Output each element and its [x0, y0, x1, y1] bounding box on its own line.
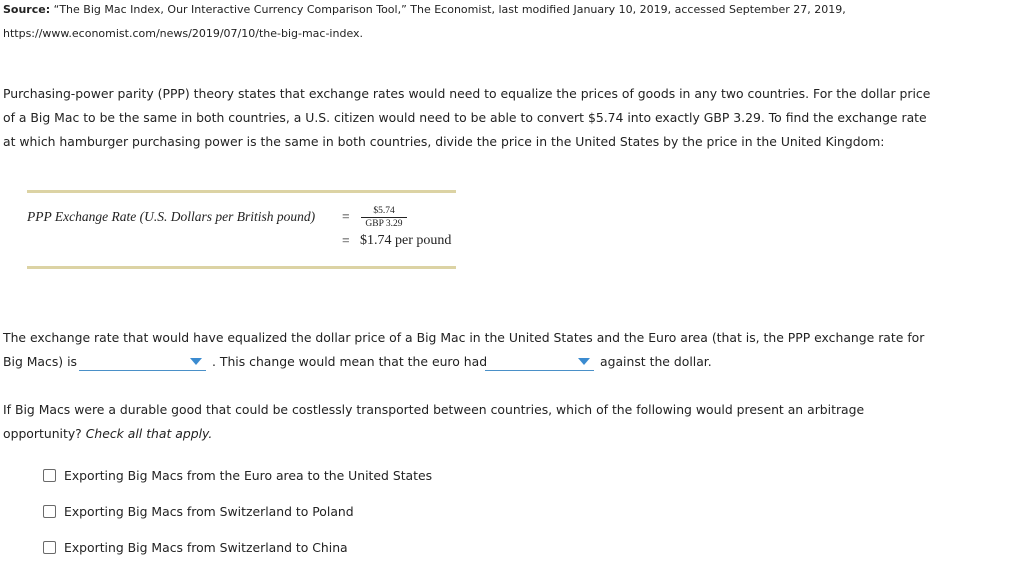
checkbox[interactable]	[43, 505, 56, 518]
formula-denominator: GBP 3.29	[365, 219, 403, 229]
formula-result: $1.74 per pound	[360, 233, 452, 248]
question2-instruction: Check all that apply.	[85, 426, 213, 441]
formula-numerator: $5.74	[361, 206, 407, 218]
source-citation	[3, 2, 846, 18]
formula-label: PPP Exchange Rate (U.S. Dollars per British pound)	[27, 209, 316, 224]
question1-text-after: against the dollar.	[600, 354, 712, 369]
formula-bottom-rule	[27, 266, 456, 269]
question2-line-1: If Big Macs were a durable good that could be costlessly transported between countries, which of the following would present an arbitrage	[3, 402, 865, 417]
ppp-rate-dropdown[interactable]	[79, 355, 206, 371]
option-label: Exporting Big Macs from Switzerland to Poland	[64, 503, 354, 519]
formula-top-rule	[27, 190, 456, 193]
question2-line-2	[3, 422, 212, 446]
option-label: Exporting Big Macs from Switzerland to China	[64, 539, 348, 555]
euro-change-dropdown[interactable]	[485, 355, 594, 371]
option-switzerland-to-china[interactable]	[43, 539, 348, 555]
checkbox[interactable]	[43, 541, 56, 554]
source-label: Source:	[3, 3, 51, 16]
checkbox[interactable]	[43, 469, 56, 482]
formula-equals-2: =	[342, 233, 350, 248]
option-euro-to-us[interactable]	[43, 467, 432, 483]
intro-line-3: at which hamburger purchasing power is the same in both countries, divide the price in the United States by the price in the United Kingdom:	[3, 134, 885, 149]
intro-line-1: Purchasing-power parity (PPP) theory states that exchange rates would need to equalize the prices of goods in any two countries. For the dollar price	[3, 86, 931, 101]
chevron-down-icon	[190, 358, 202, 365]
intro-line-2: of a Big Mac to be the same in both countries, a U.S. citizen would need to be able to convert $5.74 into exactly GBP 3.29. To find the exchange rate	[3, 110, 927, 125]
source-url: https://www.economist.com/news/2019/07/10/the-big-mac-index.	[3, 27, 364, 40]
option-label: Exporting Big Macs from the Euro area to the United States	[64, 467, 433, 483]
option-switzerland-to-poland[interactable]	[43, 503, 354, 519]
question1-text-middle: . This change would mean that the euro had	[212, 354, 488, 369]
chevron-down-icon	[578, 358, 590, 365]
question1-line-1: The exchange rate that would have equalized the dollar price of a Big Mac in the United States and the Euro area (that is, the PPP exchange rate for	[3, 330, 925, 345]
question1-text-before: Big Macs) is	[3, 354, 77, 369]
question2-prompt: opportunity?	[3, 426, 82, 441]
formula-equals-1: =	[342, 209, 350, 224]
formula-fraction	[361, 206, 407, 230]
source-text: “The Big Mac Index, Our Interactive Currency Comparison Tool,” The Economist, last modified January 10, 2019, accessed September 27, 2019,	[53, 3, 846, 16]
